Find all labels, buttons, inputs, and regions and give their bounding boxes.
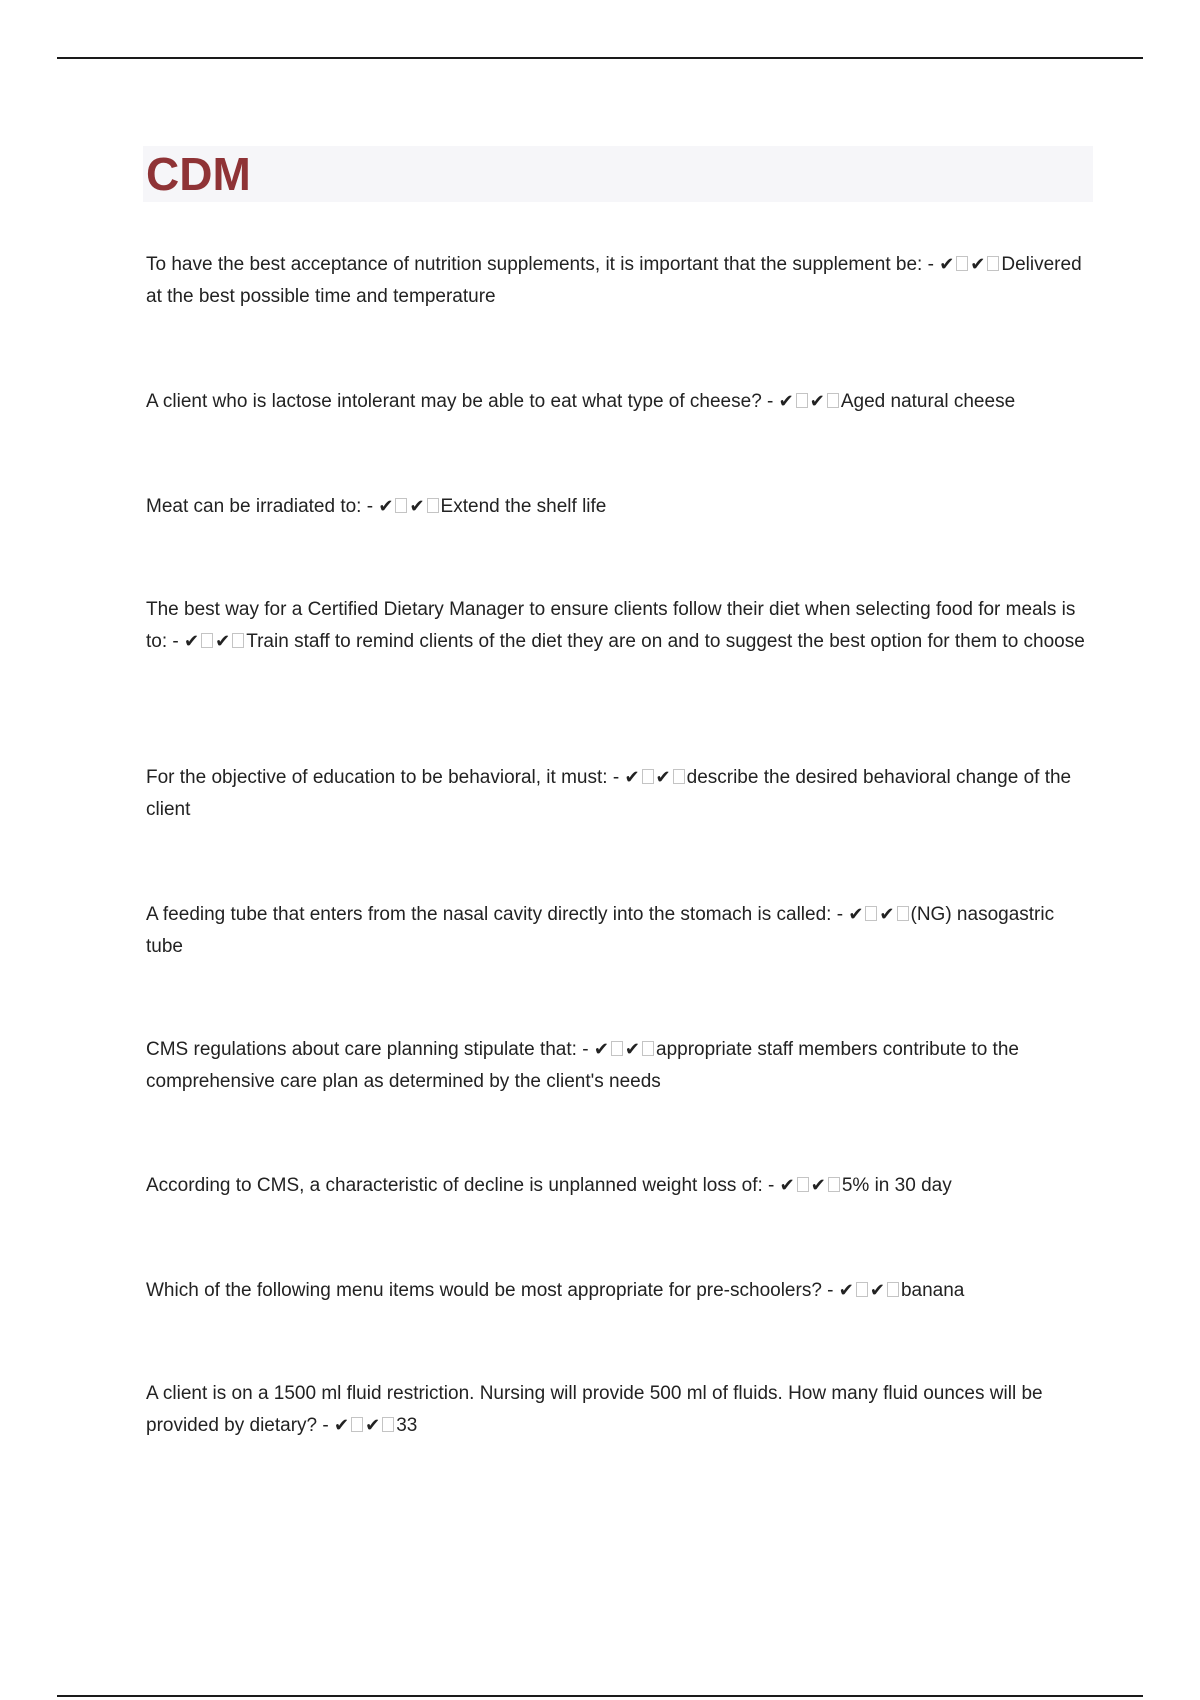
question-text: A client is on a 1500 ml fluid restriction. Nursing will provide 500 ml of fluids. How many fluid ounces will be provided by dietary? bbox=[146, 1383, 1043, 1436]
title-band bbox=[143, 146, 1093, 202]
answer-text: Aged natural cheese bbox=[840, 391, 1016, 412]
box-glyph-icon bbox=[673, 769, 685, 784]
header-rule bbox=[57, 57, 1143, 59]
check-icon: ✔ bbox=[409, 496, 425, 517]
answer-text: 5% in 30 day bbox=[841, 1175, 952, 1196]
question-text: According to CMS, a characteristic of decline is unplanned weight loss of: bbox=[146, 1175, 763, 1196]
check-icon: ✔ bbox=[869, 1280, 885, 1301]
check-icon: ✔ bbox=[215, 631, 231, 652]
check-icon: ✔ bbox=[810, 1175, 826, 1196]
check-icon: ✔ bbox=[624, 1039, 641, 1060]
answer-text: Delivered at the best possible time and temperature bbox=[146, 254, 1082, 307]
box-glyph-icon bbox=[642, 1041, 654, 1056]
box-glyph-icon bbox=[395, 498, 407, 513]
qa-item: Which of the following menu items would be most appropriate for pre-schoolers? - ✔ ✔ banana bbox=[146, 1280, 965, 1301]
check-icon: ✔ bbox=[624, 767, 640, 788]
qa-item: A client who is lactose intolerant may be able to eat what type of cheese? - ✔ ✔ Aged natural cheese bbox=[146, 391, 1016, 412]
question-text: The best way for a Certified Dietary Manager to ensure clients follow their diet when selecting food for meals is to: bbox=[146, 599, 1076, 652]
check-icon: ✔ bbox=[939, 254, 955, 275]
question-text: A feeding tube that enters from the nasal cavity directly into the stomach is called: bbox=[146, 904, 832, 925]
document-title: CDM bbox=[146, 148, 251, 200]
box-glyph-icon bbox=[897, 906, 909, 921]
question-text: For the objective of education to be behavioral, it must: bbox=[146, 767, 608, 788]
box-glyph-icon bbox=[611, 1041, 623, 1056]
box-glyph-icon bbox=[351, 1417, 363, 1432]
box-glyph-icon bbox=[796, 393, 808, 408]
box-glyph-icon bbox=[797, 1177, 809, 1192]
box-glyph-icon bbox=[887, 1282, 899, 1297]
footer-rule bbox=[57, 1695, 1143, 1697]
qa-item: To have the best acceptance of nutrition supplements, it is important that the supplement be: - ✔ ✔ Delivered at the best possible time and temperature bbox=[146, 254, 1082, 307]
qa-item: A client is on a 1500 ml fluid restriction. Nursing will provide 500 ml of fluids. How many fluid ounces will be provided by dietary? - ✔ ✔ 33 bbox=[146, 1383, 1043, 1436]
check-icon: ✔ bbox=[378, 496, 394, 517]
question-text: Which of the following menu items would be most appropriate for pre-schoolers? bbox=[146, 1280, 822, 1301]
check-icon: ✔ bbox=[970, 254, 986, 275]
check-icon: ✔ bbox=[334, 1415, 350, 1436]
check-icon: ✔ bbox=[838, 1280, 854, 1301]
check-icon: ✔ bbox=[593, 1039, 609, 1060]
answer-text: Train staff to remind clients of the diet they are on and to suggest the best option for them to choose bbox=[246, 631, 1085, 652]
box-glyph-icon bbox=[427, 498, 439, 513]
question-text: To have the best acceptance of nutrition supplements, it is important that the supplement be: bbox=[146, 254, 923, 275]
answer-text: appropriate staff members contribute to the comprehensive care plan as determined by the client's needs bbox=[146, 1039, 1019, 1092]
check-icon: ✔ bbox=[184, 631, 200, 652]
check-icon: ✔ bbox=[779, 1175, 795, 1196]
box-glyph-icon bbox=[827, 393, 839, 408]
qa-item: A feeding tube that enters from the nasal cavity directly into the stomach is called: - ✔ ✔ (NG) nasogastric tube bbox=[146, 904, 1055, 957]
box-glyph-icon bbox=[201, 633, 213, 648]
box-glyph-icon bbox=[987, 256, 999, 271]
check-icon: ✔ bbox=[809, 391, 825, 412]
answer-text: banana bbox=[900, 1280, 965, 1301]
answer-text: 33 bbox=[396, 1415, 418, 1436]
answer-text: Extend the shelf life bbox=[440, 496, 607, 517]
question-text: CMS regulations about care planning stipulate that: bbox=[146, 1039, 577, 1060]
check-icon: ✔ bbox=[848, 904, 864, 925]
qa-item: For the objective of education to be behavioral, it must: - ✔ ✔ describe the desired behavioral change of the client bbox=[146, 767, 1072, 820]
answer-text: (NG) nasogastric tube bbox=[146, 904, 1055, 957]
answer-text: describe the desired behavioral change of the client bbox=[146, 767, 1072, 820]
qa-item: The best way for a Certified Dietary Manager to ensure clients follow their diet when selecting food for meals is to: - ✔ ✔ Train staff to remind clients of the diet they are on and to suggest the best option for them to choose bbox=[146, 599, 1085, 652]
box-glyph-icon bbox=[382, 1417, 394, 1432]
question-text: Meat can be irradiated to: bbox=[146, 496, 362, 517]
check-icon: ✔ bbox=[365, 1415, 381, 1436]
box-glyph-icon bbox=[956, 256, 968, 271]
qa-item: CMS regulations about care planning stipulate that: - ✔ ✔ appropriate staff members contribute to the comprehensive care plan as determined by the client's needs bbox=[146, 1039, 1019, 1092]
box-glyph-icon bbox=[865, 906, 877, 921]
qa-item: According to CMS, a characteristic of decline is unplanned weight loss of: - ✔ ✔ 5% in 30 day bbox=[146, 1175, 952, 1196]
question-text: A client who is lactose intolerant may be able to eat what type of cheese? bbox=[146, 391, 762, 412]
check-icon: ✔ bbox=[879, 904, 895, 925]
box-glyph-icon bbox=[642, 769, 654, 784]
box-glyph-icon bbox=[856, 1282, 868, 1297]
check-icon: ✔ bbox=[655, 767, 671, 788]
box-glyph-icon bbox=[828, 1177, 840, 1192]
box-glyph-icon bbox=[232, 633, 244, 648]
qa-item: Meat can be irradiated to: - ✔ ✔ Extend the shelf life bbox=[146, 496, 607, 517]
check-icon: ✔ bbox=[778, 391, 794, 412]
